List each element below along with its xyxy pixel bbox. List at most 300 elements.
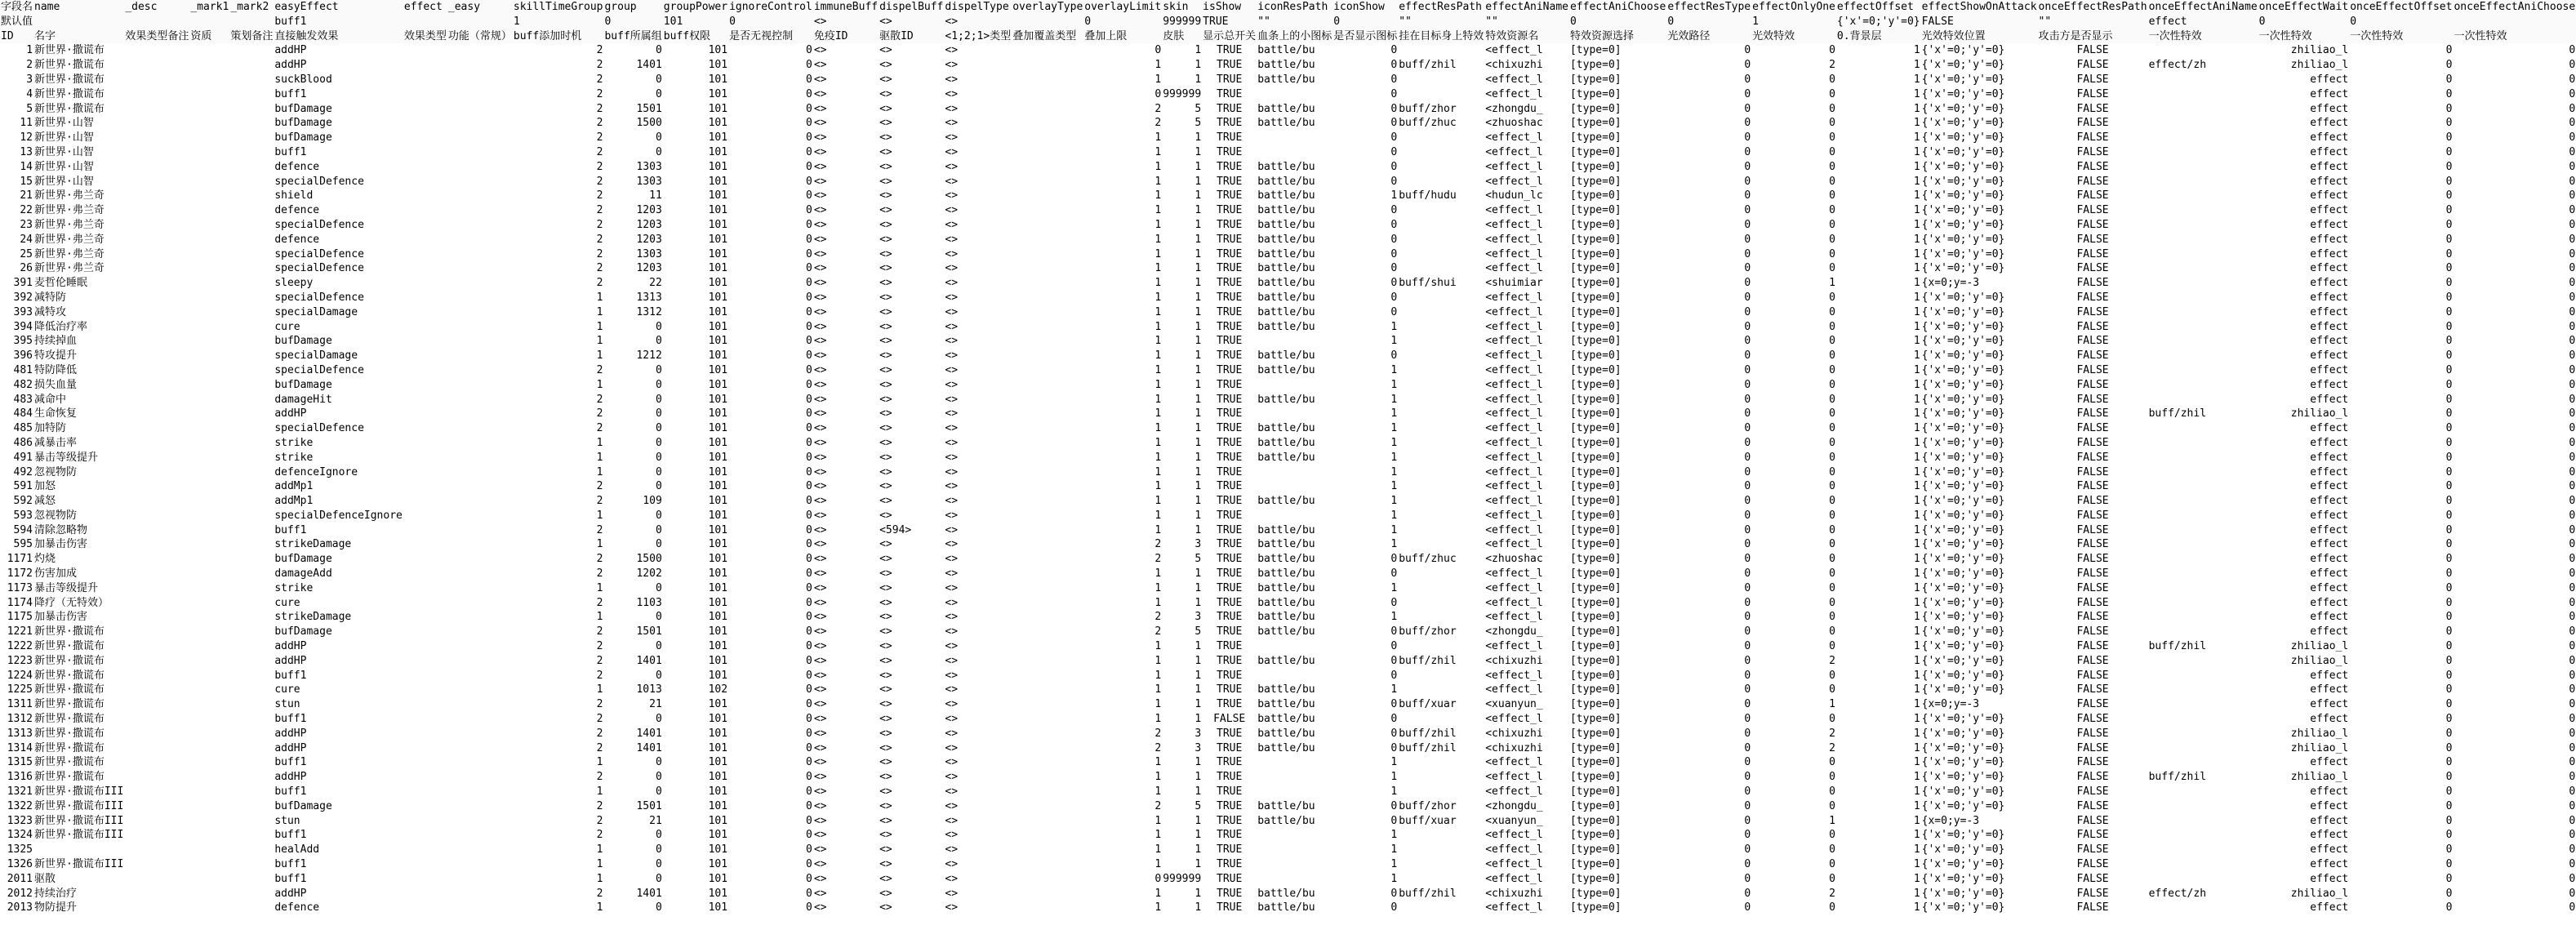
table-cell[interactable]: 1 xyxy=(1195,262,1202,275)
table-cell[interactable]: 新世界·撒谎布 xyxy=(34,640,105,653)
table-cell[interactable]: 0 xyxy=(2569,654,2576,667)
table-cell[interactable] xyxy=(2453,15,2576,29)
table-cell[interactable] xyxy=(124,175,189,189)
table-cell[interactable]: 0 xyxy=(1744,393,1751,406)
table-cell[interactable] xyxy=(447,189,513,203)
table-cell[interactable]: <> xyxy=(945,509,959,522)
table-cell[interactable]: 0 xyxy=(1744,901,1751,914)
table-cell[interactable]: 1 xyxy=(1390,843,1398,857)
table-cell[interactable]: 0 xyxy=(1744,785,1751,799)
table-cell[interactable] xyxy=(1012,189,1083,203)
table-cell[interactable]: effect xyxy=(2310,204,2349,217)
table-cell[interactable]: bufDamage xyxy=(274,799,332,812)
table-cell[interactable]: FALSE xyxy=(2076,829,2109,842)
table-cell[interactable] xyxy=(189,683,229,697)
table-cell[interactable]: bufDamage xyxy=(274,625,332,639)
table-cell[interactable]: 0 xyxy=(1829,436,1835,449)
table-cell[interactable] xyxy=(124,639,189,654)
table-cell[interactable]: 新世界·撒谎布 xyxy=(34,741,105,754)
table-cell[interactable]: 特效资源名 xyxy=(1484,29,1569,44)
table-cell[interactable] xyxy=(124,189,189,203)
table-cell[interactable]: 1 xyxy=(1913,495,1920,508)
table-cell[interactable]: <effect_l xyxy=(1485,829,1543,842)
table-cell[interactable]: 0 xyxy=(655,73,662,86)
table-cell[interactable]: buff/zhil xyxy=(2148,407,2207,421)
table-cell[interactable]: 0 xyxy=(2445,262,2453,275)
table-cell[interactable] xyxy=(2148,276,2258,291)
table-cell[interactable]: <> xyxy=(879,480,892,493)
table-cell[interactable]: 0 xyxy=(655,335,662,348)
table-cell[interactable]: {'x'=0;'y'=0} xyxy=(1921,625,2005,639)
table-cell[interactable] xyxy=(229,639,274,654)
table-cell[interactable] xyxy=(124,799,189,814)
table-cell[interactable]: {'x'=0;'y'=0} xyxy=(1921,581,2005,594)
table-cell[interactable] xyxy=(189,160,229,175)
table-cell[interactable]: <> xyxy=(813,509,827,522)
table-cell[interactable]: 0 xyxy=(806,581,812,594)
table-cell[interactable]: 1 xyxy=(596,378,603,391)
table-cell[interactable]: 1 xyxy=(1155,698,1162,711)
table-cell[interactable] xyxy=(1012,625,1083,639)
table-cell[interactable]: <> xyxy=(879,204,892,217)
table-cell[interactable]: 1 xyxy=(1913,145,1920,158)
table-cell[interactable]: skillTimeGroup xyxy=(513,1,603,13)
table-cell[interactable]: TRUE xyxy=(1217,872,1243,885)
table-cell[interactable]: 0 xyxy=(655,581,662,594)
table-cell[interactable] xyxy=(229,451,274,465)
table-cell[interactable] xyxy=(189,741,229,756)
table-cell[interactable]: <> xyxy=(945,640,959,653)
table-cell[interactable]: buff1 xyxy=(274,713,307,726)
table-cell[interactable]: <effect_l xyxy=(1485,175,1543,188)
table-cell[interactable]: 1 xyxy=(1913,698,1920,711)
table-cell[interactable]: battle/bu xyxy=(1257,901,1315,914)
table-cell[interactable]: [type=0] xyxy=(1569,756,1622,769)
table-cell[interactable]: 2 xyxy=(596,247,603,260)
table-cell[interactable] xyxy=(189,669,229,683)
table-cell[interactable]: easyEffect xyxy=(274,0,403,15)
table-cell[interactable] xyxy=(124,261,189,276)
table-cell[interactable] xyxy=(403,494,447,509)
table-cell[interactable]: <> xyxy=(813,538,827,551)
table-cell[interactable]: 0 xyxy=(1390,87,1398,100)
table-cell[interactable]: <> xyxy=(945,305,959,318)
table-cell[interactable]: 1 xyxy=(1195,640,1202,653)
table-cell[interactable]: 1222 xyxy=(7,640,33,653)
table-cell[interactable]: 392 xyxy=(13,291,33,304)
table-cell[interactable]: FALSE xyxy=(2076,596,2109,609)
table-cell[interactable] xyxy=(1398,509,1484,523)
table-cell[interactable] xyxy=(447,160,513,175)
table-cell[interactable]: effect xyxy=(2310,218,2349,231)
table-cell[interactable]: 默认值 xyxy=(1,15,33,28)
table-cell[interactable]: 新世界·山智 xyxy=(34,131,94,145)
table-cell[interactable]: battle/bu xyxy=(1257,727,1315,740)
table-cell[interactable] xyxy=(124,349,189,363)
table-cell[interactable]: 0 xyxy=(655,785,662,799)
table-cell[interactable] xyxy=(403,479,447,494)
table-cell[interactable] xyxy=(1012,654,1083,669)
table-cell[interactable]: 0 xyxy=(1390,277,1398,290)
table-cell[interactable] xyxy=(189,43,229,58)
table-cell[interactable] xyxy=(2148,349,2258,363)
table-cell[interactable]: 0 xyxy=(1390,640,1398,653)
table-cell[interactable]: [type=0] xyxy=(1569,553,1622,566)
table-cell[interactable]: 0 xyxy=(806,887,812,900)
table-cell[interactable]: _mark2 xyxy=(229,0,274,15)
table-cell[interactable]: specialDefence xyxy=(274,262,364,275)
table-cell[interactable]: "" xyxy=(2038,15,2148,29)
table-cell[interactable]: 2 xyxy=(596,495,603,508)
table-cell[interactable] xyxy=(124,523,189,538)
table-cell[interactable]: 1 xyxy=(1390,465,1398,478)
table-cell[interactable]: 1 xyxy=(1195,320,1202,333)
table-cell[interactable]: 1 xyxy=(1913,291,1920,304)
table-cell[interactable] xyxy=(189,436,229,451)
table-cell[interactable] xyxy=(1398,393,1484,407)
table-cell[interactable]: FALSE xyxy=(2076,436,2109,449)
table-cell[interactable]: 0 xyxy=(2445,756,2453,769)
table-cell[interactable]: 2 xyxy=(1155,625,1162,639)
table-cell[interactable]: 0 xyxy=(1829,73,1835,86)
table-cell[interactable]: 2 xyxy=(596,799,603,812)
table-cell[interactable] xyxy=(189,102,229,117)
table-cell[interactable]: 1 xyxy=(1195,509,1202,522)
table-cell[interactable] xyxy=(447,799,513,814)
table-cell[interactable]: 0 xyxy=(806,727,812,740)
table-cell[interactable]: effectResType xyxy=(1667,1,1751,13)
table-cell[interactable] xyxy=(2148,814,2258,829)
table-cell[interactable] xyxy=(1398,87,1484,102)
table-cell[interactable] xyxy=(229,712,274,727)
table-cell[interactable]: 1 xyxy=(1155,407,1162,421)
table-cell[interactable]: [type=0] xyxy=(1569,581,1622,594)
table-cell[interactable]: 新世界·弗兰奇 xyxy=(34,218,105,231)
table-cell[interactable]: 1 xyxy=(1913,683,1920,696)
table-cell[interactable] xyxy=(124,596,189,611)
table-cell[interactable] xyxy=(124,305,189,320)
table-cell[interactable]: 0 xyxy=(2445,451,2453,464)
table-cell[interactable]: 2 xyxy=(596,363,603,376)
table-cell[interactable]: 0 xyxy=(806,843,812,857)
table-cell[interactable]: 0 xyxy=(1829,44,1835,57)
table-cell[interactable]: 0 xyxy=(655,669,662,682)
table-cell[interactable]: defence xyxy=(274,233,320,246)
table-cell[interactable]: 0 xyxy=(1829,523,1835,536)
table-cell[interactable]: 101 xyxy=(708,407,728,421)
table-cell[interactable]: 攻击方是否显示 xyxy=(2038,29,2148,44)
table-cell[interactable]: <> xyxy=(945,611,959,624)
table-cell[interactable]: onceEffectAniChoose xyxy=(2454,1,2576,13)
table-cell[interactable]: 0 xyxy=(2569,335,2576,348)
table-cell[interactable]: 一次性特效 xyxy=(2148,29,2258,44)
table-cell[interactable] xyxy=(124,887,189,901)
table-cell[interactable] xyxy=(124,116,189,131)
table-cell[interactable]: [type=0] xyxy=(1569,204,1622,217)
table-cell[interactable]: 0 xyxy=(806,799,812,812)
table-cell[interactable]: FALSE xyxy=(2076,407,2109,421)
table-row[interactable] xyxy=(0,669,2576,683)
table-cell[interactable]: <> xyxy=(879,640,892,653)
table-cell[interactable]: [type=0] xyxy=(1569,901,1622,914)
table-cell[interactable] xyxy=(403,320,447,335)
table-cell[interactable]: 0 xyxy=(1829,713,1835,726)
table-cell[interactable]: {'x'=0;'y'=0} xyxy=(1836,15,1920,28)
table-cell[interactable]: 1 xyxy=(1390,683,1398,696)
table-cell[interactable]: 新世界·撒谎布 xyxy=(34,654,105,667)
table-cell[interactable]: FALSE xyxy=(2076,87,2109,100)
table-cell[interactable]: 0 xyxy=(2569,640,2576,653)
table-cell[interactable]: 5 xyxy=(1195,625,1202,639)
table-cell[interactable]: 0 xyxy=(1744,640,1751,653)
table-row[interactable] xyxy=(0,465,2576,480)
table-cell[interactable] xyxy=(2148,669,2258,683)
table-cell[interactable]: 0 xyxy=(1829,131,1835,145)
table-cell[interactable]: 1103 xyxy=(636,596,662,609)
table-cell[interactable] xyxy=(447,203,513,218)
table-cell[interactable]: battle/bu xyxy=(1257,247,1315,260)
table-cell[interactable]: 0 xyxy=(655,858,662,871)
table-cell[interactable]: effect xyxy=(2310,858,2349,871)
table-row[interactable] xyxy=(0,58,2576,73)
table-cell[interactable]: effect xyxy=(2310,509,2349,522)
table-cell[interactable]: 0 xyxy=(2569,509,2576,522)
table-cell[interactable]: 0 xyxy=(806,436,812,449)
table-cell[interactable]: FALSE xyxy=(2076,756,2109,769)
table-cell[interactable]: 0 xyxy=(1829,669,1835,682)
table-cell[interactable] xyxy=(403,291,447,305)
table-cell[interactable]: 1 xyxy=(1195,305,1202,318)
table-cell[interactable]: 1 xyxy=(1913,480,1920,493)
table-cell[interactable] xyxy=(189,799,229,814)
table-cell[interactable]: [type=0] xyxy=(1569,335,1622,348)
table-cell[interactable]: 101 xyxy=(708,233,728,246)
table-cell[interactable]: 1 xyxy=(1155,771,1162,784)
table-cell[interactable] xyxy=(229,378,274,393)
table-cell[interactable]: buff1 xyxy=(274,145,307,158)
table-cell[interactable]: <> xyxy=(813,581,827,594)
table-cell[interactable] xyxy=(403,639,447,654)
table-cell[interactable] xyxy=(447,349,513,363)
table-cell[interactable]: <effect_l xyxy=(1485,335,1543,348)
table-cell[interactable] xyxy=(189,203,229,218)
table-cell[interactable] xyxy=(1398,451,1484,465)
table-cell[interactable] xyxy=(1012,537,1083,552)
table-cell[interactable] xyxy=(1257,639,1332,654)
table-cell[interactable]: 1 xyxy=(1913,131,1920,145)
table-cell[interactable]: effect xyxy=(2310,785,2349,799)
table-cell[interactable]: 1 xyxy=(1913,204,1920,217)
table-cell[interactable]: 101 xyxy=(708,727,728,740)
table-cell[interactable] xyxy=(447,363,513,378)
table-cell[interactable]: 1 xyxy=(1913,814,1920,827)
table-cell[interactable]: TRUE xyxy=(1217,480,1243,493)
table-cell[interactable]: 1 xyxy=(1913,73,1920,86)
table-cell[interactable]: 1203 xyxy=(636,218,662,231)
table-cell[interactable]: 0 xyxy=(806,596,812,609)
table-cell[interactable] xyxy=(1012,552,1083,567)
table-cell[interactable]: FALSE xyxy=(2076,713,2109,726)
table-cell[interactable]: 0 xyxy=(655,378,662,391)
table-cell[interactable] xyxy=(124,537,189,552)
table-cell[interactable]: 1 xyxy=(1195,378,1202,391)
table-cell[interactable]: 0 xyxy=(655,829,662,842)
table-cell[interactable]: 0 xyxy=(2569,523,2576,536)
table-cell[interactable]: battle/bu xyxy=(1257,581,1315,594)
table-cell[interactable] xyxy=(124,160,189,175)
table-cell[interactable]: 0 xyxy=(2445,669,2453,682)
header-row[interactable] xyxy=(0,15,2576,29)
table-cell[interactable]: <> xyxy=(879,799,892,812)
table-cell[interactable]: skin xyxy=(1162,0,1202,15)
table-cell[interactable]: <> xyxy=(945,771,959,784)
table-cell[interactable]: 1 xyxy=(1155,305,1162,318)
table-cell[interactable]: addHP xyxy=(274,654,307,667)
table-cell[interactable]: 101 xyxy=(708,596,728,609)
table-cell[interactable]: 0 xyxy=(2569,102,2576,115)
table-cell[interactable]: 101 xyxy=(708,567,728,581)
table-cell[interactable]: [type=0] xyxy=(1569,277,1622,290)
table-cell[interactable] xyxy=(124,567,189,581)
table-cell[interactable]: battle/bu xyxy=(1257,538,1315,551)
table-cell[interactable]: <chixuzhi xyxy=(1485,887,1543,900)
table-cell[interactable] xyxy=(229,421,274,436)
table-cell[interactable]: 0 xyxy=(1829,771,1835,784)
table-cell[interactable]: 0 xyxy=(655,363,662,376)
table-cell[interactable]: {'x'=0;'y'=0} xyxy=(1921,102,2005,115)
table-cell[interactable]: 0 xyxy=(2569,727,2576,740)
table-cell[interactable] xyxy=(447,87,513,102)
table-cell[interactable] xyxy=(229,160,274,175)
table-cell[interactable] xyxy=(1398,843,1484,857)
table-cell[interactable] xyxy=(189,654,229,669)
table-cell[interactable] xyxy=(1398,901,1484,915)
table-cell[interactable] xyxy=(2148,843,2258,857)
table-cell[interactable]: [type=0] xyxy=(1569,262,1622,275)
table-cell[interactable] xyxy=(2148,901,2258,915)
table-cell[interactable]: 新世界·撒谎布 xyxy=(34,102,105,115)
table-cell[interactable]: <594> xyxy=(879,523,912,536)
table-cell[interactable] xyxy=(1012,596,1083,611)
table-cell[interactable]: 0 xyxy=(1829,233,1835,246)
table-cell[interactable]: 1 xyxy=(1829,698,1835,711)
table-cell[interactable]: TRUE xyxy=(1217,785,1243,799)
table-cell[interactable]: defence xyxy=(274,901,320,914)
table-cell[interactable]: 1 xyxy=(1390,422,1398,435)
table-cell[interactable]: 0 xyxy=(1390,262,1398,275)
table-cell[interactable] xyxy=(403,15,447,29)
table-cell[interactable]: 0 xyxy=(1744,465,1751,478)
table-cell[interactable]: <effect_l xyxy=(1485,843,1543,857)
table-cell[interactable]: <> xyxy=(879,218,892,231)
table-cell[interactable]: TRUE xyxy=(1217,160,1243,173)
table-cell[interactable]: 1 xyxy=(1390,538,1398,551)
table-cell[interactable] xyxy=(1398,770,1484,785)
table-cell[interactable]: zhiliao_l xyxy=(2290,771,2349,784)
table-cell[interactable] xyxy=(447,291,513,305)
table-cell[interactable]: 1401 xyxy=(636,727,662,740)
table-cell[interactable]: effect xyxy=(2310,247,2349,260)
table-cell[interactable]: FALSE xyxy=(2076,654,2109,667)
table-cell[interactable] xyxy=(189,887,229,901)
table-cell[interactable]: 0 xyxy=(1829,393,1835,406)
table-cell[interactable] xyxy=(1012,407,1083,421)
table-cell[interactable] xyxy=(229,247,274,262)
table-cell[interactable]: 0 xyxy=(1829,756,1835,769)
table-row[interactable] xyxy=(0,378,2576,393)
table-cell[interactable]: immuneBuff xyxy=(813,1,879,13)
table-cell[interactable]: addHP xyxy=(274,727,307,740)
table-cell[interactable]: {'x'=0;'y'=0} xyxy=(1921,683,2005,696)
table-cell[interactable] xyxy=(1398,43,1484,58)
table-cell[interactable]: 资质 xyxy=(189,29,229,44)
table-cell[interactable]: 0 xyxy=(655,523,662,536)
table-cell[interactable] xyxy=(1012,421,1083,436)
table-cell[interactable]: 3 xyxy=(1195,727,1202,740)
table-cell[interactable]: [type=0] xyxy=(1569,465,1622,478)
table-cell[interactable]: 是否显示图标 xyxy=(1333,29,1398,42)
table-cell[interactable]: 1 xyxy=(1195,901,1202,914)
table-cell[interactable]: 101 xyxy=(708,393,728,406)
table-cell[interactable]: 0 xyxy=(806,305,812,318)
table-cell[interactable]: 491 xyxy=(13,451,33,464)
table-cell[interactable]: effect xyxy=(2310,378,2349,391)
table-row[interactable] xyxy=(0,175,2576,189)
table-cell[interactable]: <> xyxy=(813,465,827,478)
table-cell[interactable] xyxy=(447,581,513,596)
table-cell[interactable]: onceEffectResPath xyxy=(2038,1,2147,13)
table-cell[interactable]: 0 xyxy=(806,495,812,508)
table-cell[interactable]: buff添加时机 xyxy=(513,29,604,44)
table-cell[interactable]: 1 xyxy=(1155,393,1162,406)
table-cell[interactable]: FALSE xyxy=(2076,567,2109,581)
table-cell[interactable]: <> xyxy=(945,145,959,158)
table-cell[interactable] xyxy=(1012,261,1083,276)
table-cell[interactable]: <> xyxy=(879,160,892,173)
table-cell[interactable]: battle/bu xyxy=(1257,451,1315,464)
table-cell[interactable]: {'x'=0;'y'=0} xyxy=(1921,407,2005,421)
table-cell[interactable] xyxy=(189,233,229,247)
table-cell[interactable]: 101 xyxy=(708,553,728,566)
table-cell[interactable]: 2 xyxy=(596,771,603,784)
table-cell[interactable]: 0 xyxy=(2445,305,2453,318)
table-cell[interactable]: 0 xyxy=(1155,44,1162,57)
table-cell[interactable] xyxy=(2148,785,2258,799)
table-cell[interactable]: 麦哲伦睡眠 xyxy=(34,277,88,290)
table-cell[interactable] xyxy=(447,116,513,131)
table-cell[interactable]: 1 xyxy=(1195,756,1202,769)
table-cell[interactable]: [type=0] xyxy=(1569,596,1622,609)
table-cell[interactable]: <zhuoshac xyxy=(1485,553,1543,566)
table-cell[interactable]: TRUE xyxy=(1217,596,1243,609)
table-cell[interactable]: <> xyxy=(945,87,959,100)
table-cell[interactable]: 0 xyxy=(2445,495,2453,508)
table-cell[interactable] xyxy=(447,625,513,639)
table-cell[interactable]: <> xyxy=(813,727,827,740)
table-cell[interactable]: <> xyxy=(813,799,827,812)
table-cell[interactable] xyxy=(1012,494,1083,509)
table-cell[interactable]: 特效资源选择 xyxy=(1569,29,1666,44)
table-cell[interactable] xyxy=(189,843,229,857)
table-cell[interactable]: battle/bu xyxy=(1257,654,1315,667)
table-cell[interactable]: 0 xyxy=(806,175,812,188)
table-cell[interactable] xyxy=(1398,320,1484,335)
table-cell[interactable]: 1 xyxy=(1913,59,1920,72)
table-cell[interactable]: 1 xyxy=(1913,175,1920,188)
table-cell[interactable]: <> xyxy=(813,44,827,57)
table-cell[interactable]: TRUE xyxy=(1217,771,1243,784)
table-cell[interactable]: 1312 xyxy=(7,713,33,726)
